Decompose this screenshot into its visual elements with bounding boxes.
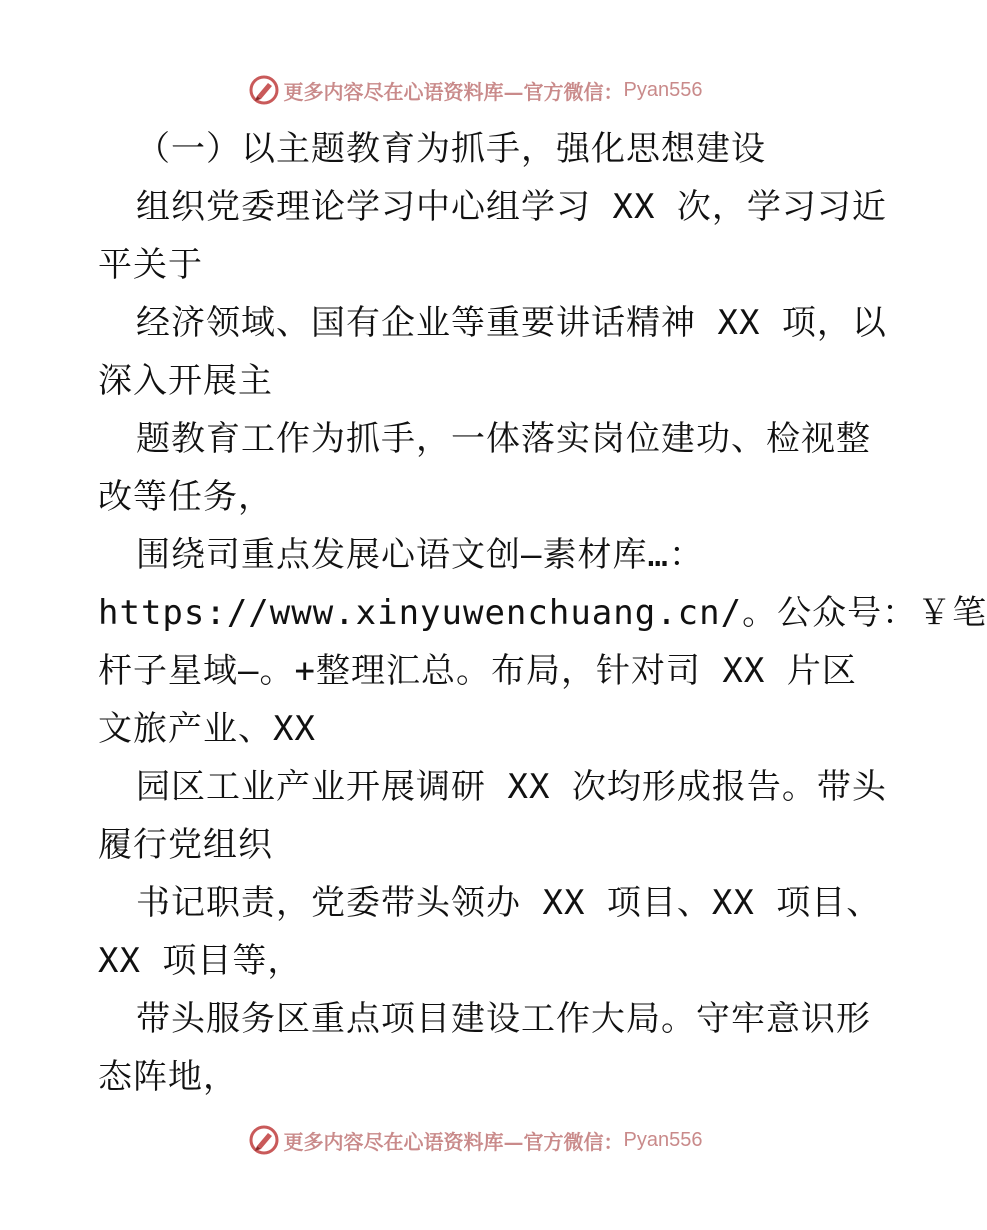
- body-line: 履行党组织: [98, 825, 273, 865]
- watermark-wechat-id: Pyan556: [623, 1128, 703, 1151]
- body-line: 改等任务，: [98, 477, 273, 517]
- watermark-text: 更多内容尽在心语资料库—官方微信：: [283, 79, 624, 104]
- body-line: 经济领域、国有企业等重要讲话精神 XX 项，以: [136, 303, 887, 343]
- footer-watermark-banner: [0, 1120, 950, 1160]
- body-line: 态阵地，: [98, 1057, 238, 1097]
- document-body: [98, 120, 987, 1106]
- watermark-wechat-id: Pyan556: [623, 78, 703, 101]
- header-watermark-banner: [0, 70, 950, 110]
- pen-logo-icon: [248, 74, 280, 106]
- body-line: 题教育工作为抓手，一体落实岗位建功、检视整: [136, 419, 871, 459]
- body-line: 组织党委理论学习中心组学习 XX 次，学习习近: [136, 187, 887, 227]
- body-line: 平关于: [98, 245, 203, 285]
- body-line: 围绕司重点发展心语文创—素材库…：: [136, 535, 704, 575]
- body-line: 带头服务区重点项目建设工作大局。守牢意识形: [136, 999, 871, 1039]
- watermark-text: 更多内容尽在心语资料库—官方微信：: [283, 1129, 624, 1154]
- body-line: （一）以主题教育为抓手，强化思想建设: [136, 129, 766, 169]
- body-line: XX 项目等，: [98, 941, 303, 981]
- body-line: 杆子星域—。+整理汇总。布局，针对司 XX 片区: [98, 651, 857, 691]
- body-line: 园区工业产业开展调研 XX 次均形成报告。带头: [136, 767, 887, 807]
- pen-logo-icon: [248, 1124, 280, 1156]
- body-line: 书记职责，党委带头领办 XX 项目、XX 项目、: [136, 883, 882, 923]
- body-line: 深入开展主: [98, 361, 273, 401]
- body-line: 文旅产业、XX: [98, 709, 316, 749]
- body-line: https://www.xinyuwenchuang.cn/。公众号：￥笔: [98, 593, 987, 633]
